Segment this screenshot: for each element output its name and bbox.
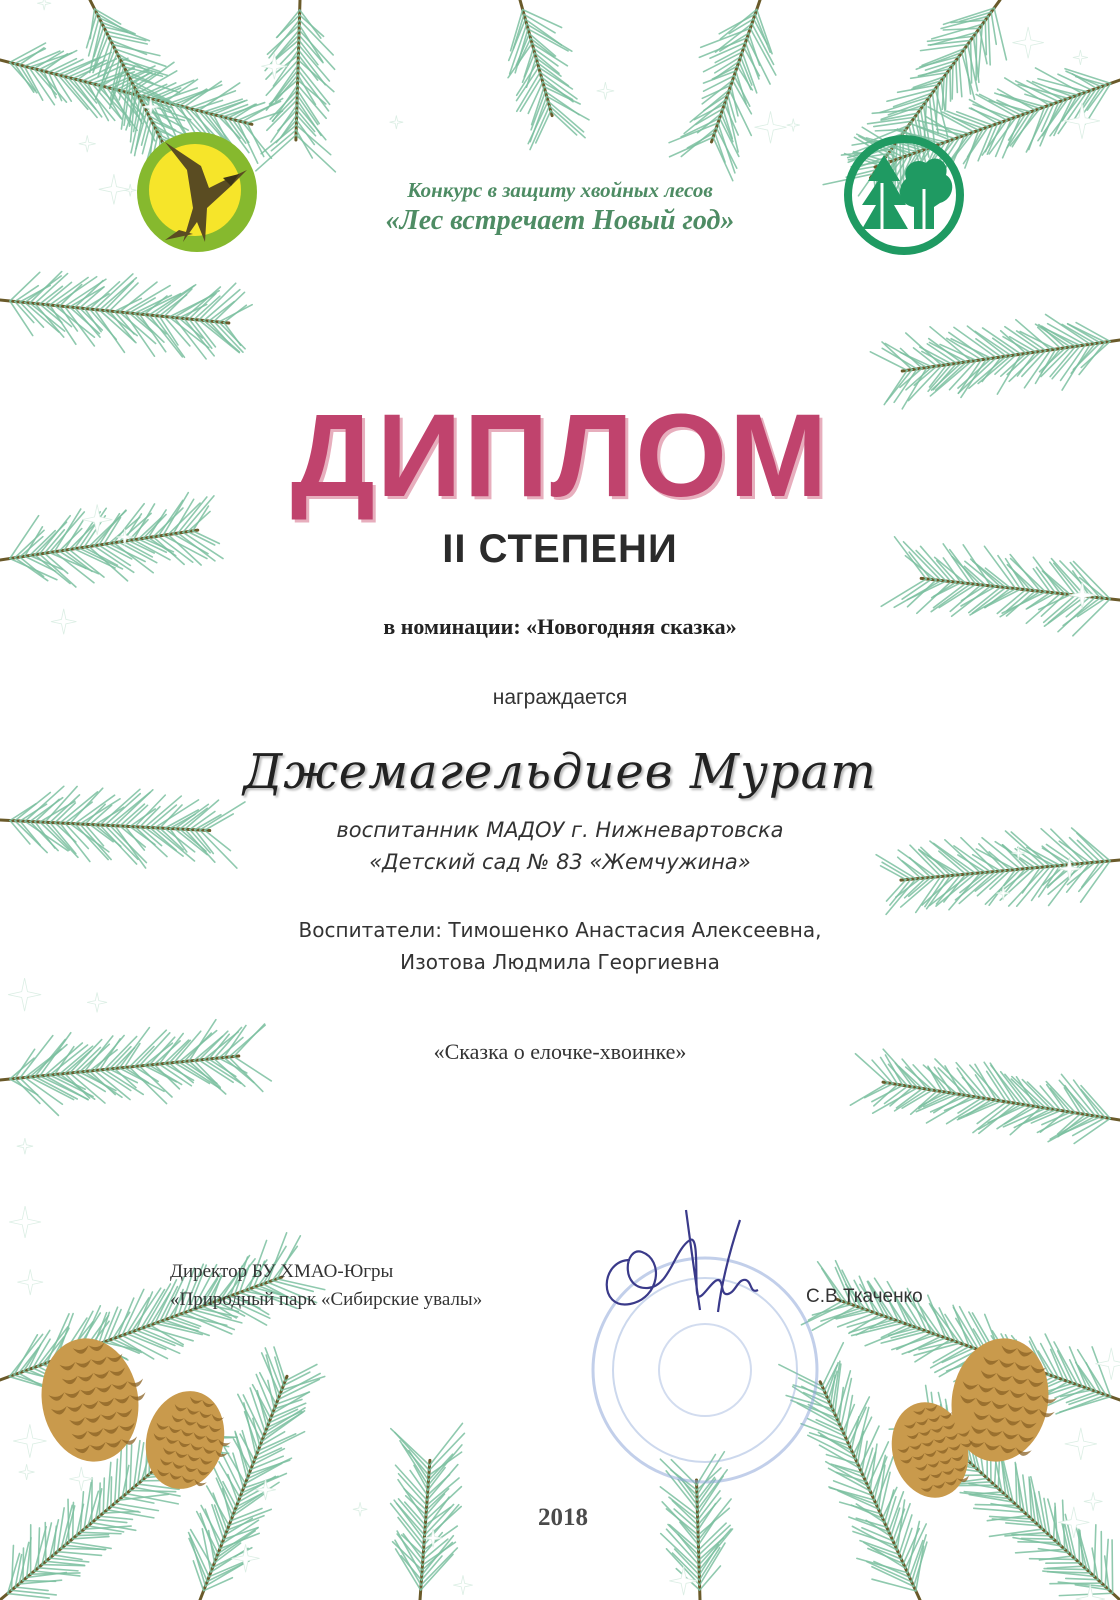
signer-name: С.В.Ткаченко xyxy=(806,1286,923,1307)
pupil-line-1: воспитанник МАДОУ г. Нижневартовска xyxy=(336,818,784,842)
diploma-year: 2018 xyxy=(538,1504,588,1531)
position-line-2: «Природный парк «Сибирские увалы» xyxy=(170,1289,483,1310)
nomination-line: в номинации: «Новогодняя сказка» xyxy=(383,614,737,639)
recipient-name: Джемагельдиев Мурат xyxy=(243,744,877,800)
diploma-degree: II СТЕПЕНИ xyxy=(442,527,678,571)
director-signature-icon xyxy=(590,1200,790,1330)
awarded-line: награждается xyxy=(492,686,628,709)
contest-subtitle: Конкурс в защиту хвойных лесов xyxy=(407,178,713,202)
signature-position xyxy=(170,1258,482,1314)
diploma-title: ДИПЛОМ xyxy=(290,390,830,522)
position-line-1: Директор БУ ХМАО-Югры xyxy=(170,1261,394,1282)
work-title: «Сказка о елочке-хвоинке» xyxy=(433,1039,687,1064)
pine-cones-left-icon xyxy=(30,1330,250,1510)
teachers-line-2: Изотова Людмила Георгиевна xyxy=(400,950,720,974)
pupil-line-2: «Детский сад № 83 «Жемчужина» xyxy=(369,850,751,874)
teachers-line-1: Воспитатели: Тимошенко Анастасия Алексеевна, xyxy=(298,918,822,942)
contest-name: «Лес встречает Новый год» xyxy=(385,205,735,236)
pine-cones-right-icon xyxy=(880,1330,1100,1510)
